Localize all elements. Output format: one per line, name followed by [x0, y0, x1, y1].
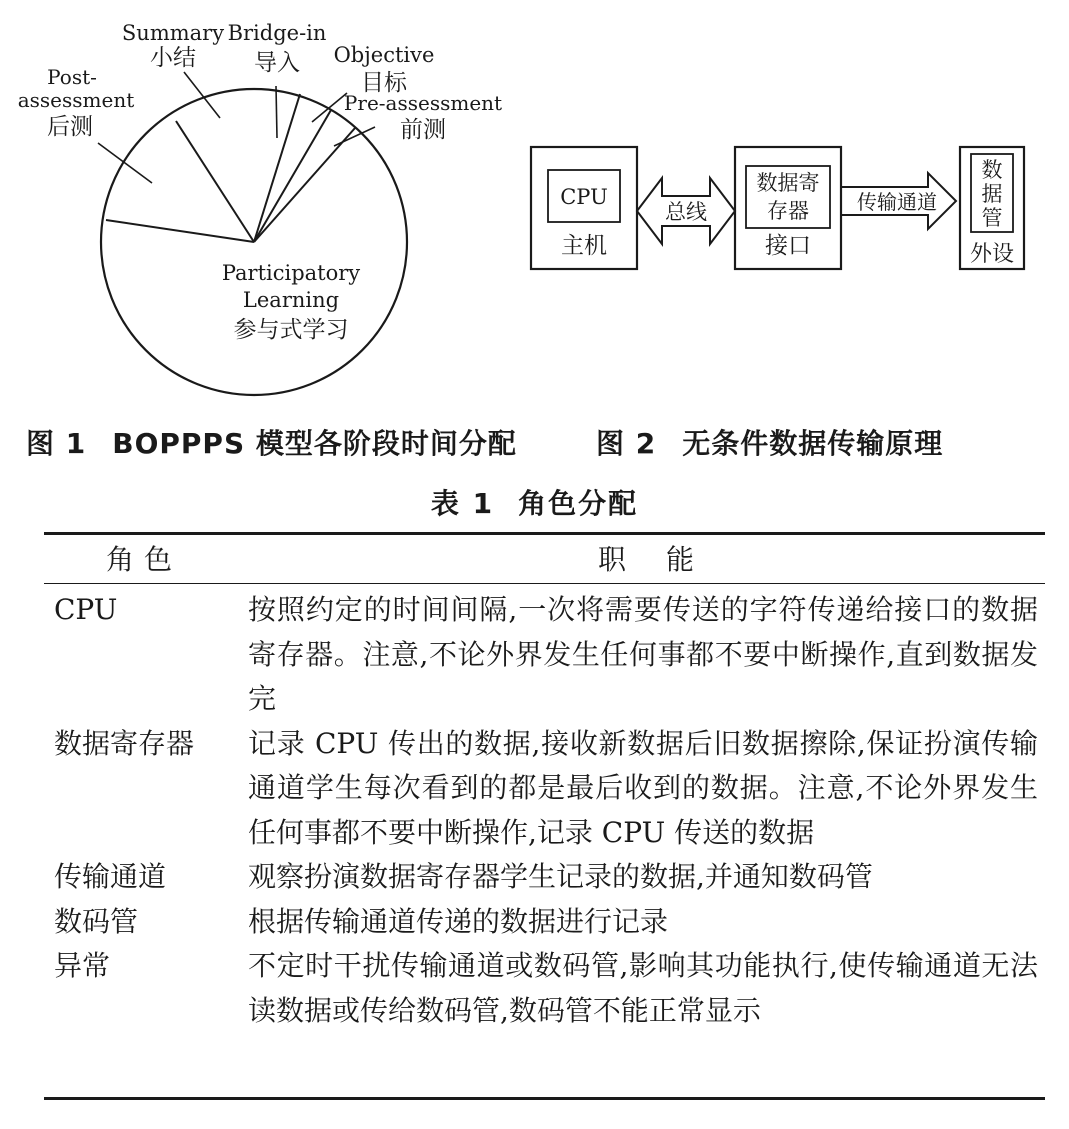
table-row [44, 944, 1045, 1033]
register-label-line2: 存器 [767, 199, 809, 223]
table-row [44, 722, 1045, 856]
peripheral-label: 外设 [969, 242, 1015, 267]
table-header-rule [44, 583, 1045, 584]
table1-title-text: 角色分配 [518, 487, 639, 520]
host-label: 主机 [561, 233, 607, 259]
label-objective-zh: 目标 [361, 70, 407, 96]
pie-divider-post [106, 220, 254, 242]
display-label-c1: 数 [981, 158, 1003, 182]
label-pre-zh: 前测 [400, 117, 446, 143]
table-bottom-rule [44, 1097, 1045, 1100]
row-role: 数码管 [54, 904, 139, 938]
table-header-duty: 职能 [598, 543, 735, 576]
figure1-caption-number: 图 1 [26, 427, 87, 460]
figure2-caption-number: 图 2 [596, 427, 657, 460]
table1-title-number: 表 1 [430, 487, 495, 520]
table-header-role: 角色 [106, 543, 183, 576]
row-duty: 记录 CPU 传出的数据,接收新数据后旧数据擦除,保证扮演传输通道学生每次看到的都是最后收到的数据。注意,不论外界发生任何事都不要中断操作,记录 CPU 传送的数据 [248, 726, 1038, 849]
row-duty: 观察扮演数据寄存器学生记录的数据,并通知数码管 [248, 860, 873, 893]
figure2-caption-text: 无条件数据传输原理 [682, 427, 944, 460]
row-duty: 按照约定的时间间隔,一次将需要传送的字符传递给接口的数据寄存器。注意,不论外界发生任何事都不要中断操作,直到数据发完 [248, 593, 1038, 715]
label-objective-en: Objective [333, 43, 435, 67]
figure2-caption [596, 422, 943, 462]
label-participatory-en-1: Participatory [221, 261, 361, 285]
table-top-rule [44, 532, 1045, 535]
label-post-zh: 后测 [47, 114, 93, 140]
table-row [44, 900, 1045, 945]
figure2-transfer-diagram [531, 147, 1024, 269]
interface-label: 接口 [765, 233, 811, 259]
figure1-caption-text: BOPPPS 模型各阶段时间分配 [112, 427, 517, 460]
table-row [44, 588, 1045, 722]
row-role: 传输通道 [54, 860, 167, 893]
row-duty: 不定时干扰传输通道或数码管,影响其功能执行,使传输通道无法读数据或传给数码管,数码管不能正常显示 [248, 949, 1038, 1027]
label-summary-zh: 小结 [150, 45, 196, 71]
leader-post [98, 143, 152, 183]
table-row [44, 855, 1045, 900]
label-participatory-zh: 参与式学习 [233, 317, 349, 343]
row-role: 数据寄存器 [54, 726, 195, 760]
register-label-line1: 数据寄 [756, 171, 820, 195]
figures-svg [0, 0, 1069, 410]
table-body [44, 588, 1045, 1033]
row-role: 异常 [54, 949, 111, 982]
channel-label: 传输通道 [857, 190, 937, 214]
pie-divider-objective [254, 110, 331, 242]
label-pre-en: Pre-assessment [343, 91, 503, 115]
pie-divider-summary [176, 121, 254, 242]
row-duty: 根据传输通道传递的数据进行记录 [248, 904, 669, 938]
figure1-pie-diagram [18, 21, 502, 395]
label-post-en-2: assessment [17, 88, 135, 112]
pie-divider-preassessment [254, 128, 355, 242]
label-participatory-en-2: Learning [242, 288, 340, 312]
cpu-label: CPU [560, 185, 608, 209]
display-label-c3: 管 [981, 206, 1003, 230]
label-post-en-1: Post- [47, 65, 97, 89]
label-summary-en: Summary [121, 21, 225, 45]
leader-bridge [276, 86, 277, 138]
bus-label: 总线 [665, 200, 707, 224]
label-bridge-en: Bridge-in [227, 21, 327, 45]
table1-title [0, 482, 1069, 522]
figure1-caption [26, 422, 517, 462]
row-role: CPU [54, 593, 118, 626]
display-label-c2: 据 [981, 182, 1003, 206]
label-bridge-zh: 导入 [254, 50, 300, 76]
